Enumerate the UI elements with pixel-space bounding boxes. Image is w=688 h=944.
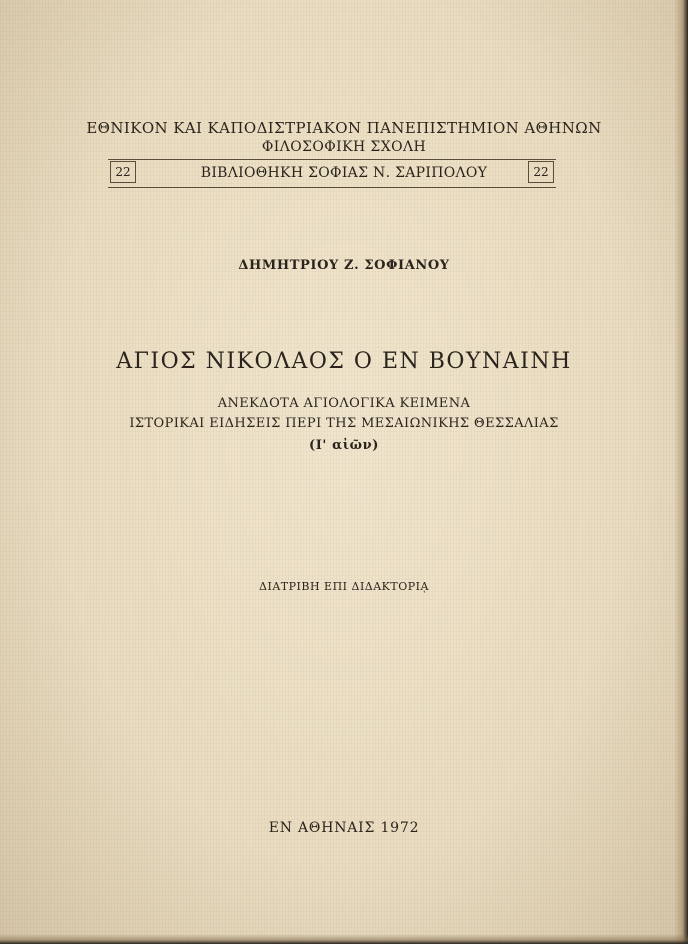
subtitle-1: ΑΝΕΚΔΟΤΑ ΑΓΙΟΛΟΓΙΚΑ ΚΕΙΜΕΝΑ xyxy=(217,396,471,411)
subtitle-2: ΙΣΤΟΡΙΚΑΙ ΕΙΔΗΣΕΙΣ ΠΕΡΙ ΤΗΣ ΜΕΣΑΙΩΝΙΚΗΣ ΘΕΣΣΑΛΙΑΣ xyxy=(129,416,559,431)
series-number-right: 22 xyxy=(528,161,554,183)
author-name: ΔΗΜΗΤΡΙΟΥ Ζ. ΣΟΦΙΑΝΟΥ xyxy=(238,258,450,273)
page-edge-shadow-right xyxy=(674,0,688,944)
university-name: ΕΘΝΙΚΟΝ ΚΑΙ ΚΑΠΟΔΙΣΤΡΙΑΚΟΝ ΠΑΝΕΠΙΣΤΗΜΙΟΝ ΑΘΗΝΩΝ xyxy=(86,119,602,137)
series-number-left: 22 xyxy=(110,161,136,183)
series-rule-top xyxy=(108,159,556,160)
century-note: (Ι' αἰῶν) xyxy=(309,438,379,453)
page-edge-shadow-bottom xyxy=(0,934,688,944)
imprint: ΕΝ ΑΘΗΝΑΙΣ 1972 xyxy=(268,820,420,836)
series-title: ΒΙΒΛΙΟΘΗΚΗ ΣΟΦΙΑΣ Ν. ΣΑΡΙΠΟΛΟΥ xyxy=(200,165,488,181)
series-rule-bottom xyxy=(108,187,556,188)
school-name: ΦΙΛΟΣΟΦΙΚΗ ΣΧΟΛΗ xyxy=(261,139,427,155)
thesis-note: ΔΙΑΤΡΙΒΗ ΕΠΙ ΔΙΔΑΚΤΟΡΙᾼ xyxy=(259,580,429,593)
book-title: ΑΓΙΟΣ ΝΙΚΟΛΑΟΣ Ο ΕΝ ΒΟΥΝΑΙΝΗ xyxy=(116,349,572,374)
